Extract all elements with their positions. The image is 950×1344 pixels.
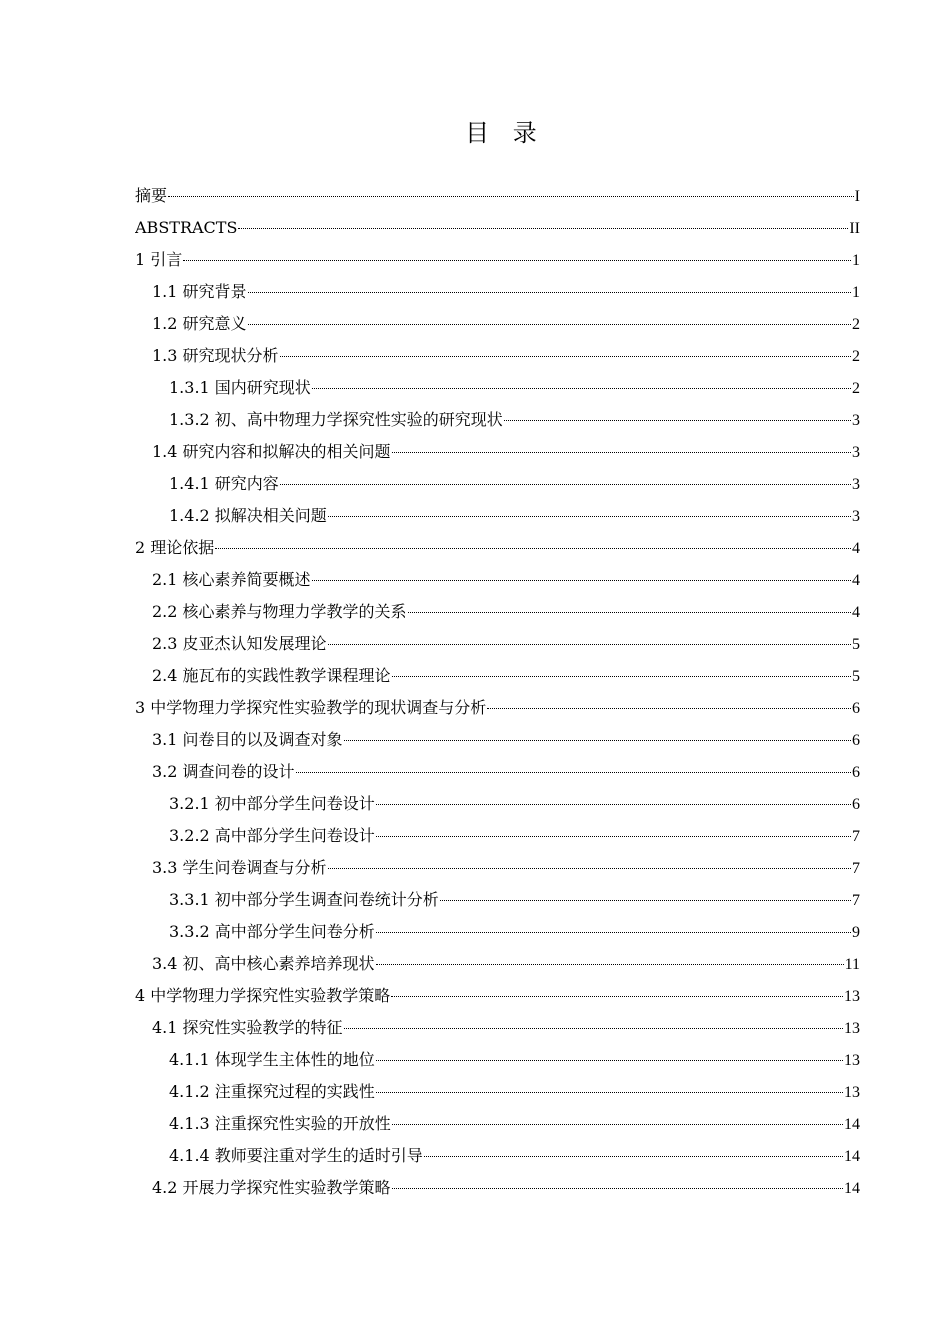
toc-entry[interactable] <box>135 948 860 980</box>
toc-entry-label: 4.1.3 注重探究性实验的开放性 <box>169 1114 391 1133</box>
toc-entry[interactable] <box>135 884 860 916</box>
toc-entry-page-number: II <box>849 220 860 237</box>
dot-leader <box>328 867 851 869</box>
toc-entry-page-number: 2 <box>852 348 860 365</box>
toc-entry-label: 3.4 初、高中核心素养培养现状 <box>152 954 375 973</box>
dot-leader <box>487 707 851 709</box>
dot-leader <box>504 419 851 421</box>
dot-leader <box>392 1123 843 1125</box>
toc-entry[interactable] <box>135 532 860 564</box>
dot-leader <box>248 323 851 325</box>
toc-entry-label: 1.2 研究意义 <box>152 314 247 333</box>
toc-entry-label: 1.3.1 国内研究现状 <box>169 378 311 397</box>
toc-entry-label: 1.4.1 研究内容 <box>169 474 279 493</box>
dot-leader <box>344 739 851 741</box>
toc-entry-page-number: 5 <box>852 668 860 685</box>
dot-leader <box>344 1027 843 1029</box>
toc-entry[interactable] <box>135 308 860 340</box>
toc-entry-page-number: 6 <box>852 764 860 781</box>
toc-entry-page-number: 6 <box>852 700 860 717</box>
toc-entry[interactable] <box>135 916 860 948</box>
toc-entry-label: 1 引言 <box>135 250 183 269</box>
toc-entry[interactable] <box>135 980 860 1012</box>
toc-entry[interactable] <box>135 340 860 372</box>
dot-leader <box>168 195 854 197</box>
toc-entry-page-number: 2 <box>852 380 860 397</box>
toc-entry[interactable] <box>135 180 860 212</box>
toc-entry[interactable] <box>135 1076 860 1108</box>
toc-entry-label: 3.1 问卷目的以及调查对象 <box>152 730 343 749</box>
dot-leader <box>215 547 851 549</box>
dot-leader <box>296 771 851 773</box>
toc-entry[interactable] <box>135 820 860 852</box>
dot-leader <box>391 995 843 997</box>
toc-entry[interactable] <box>135 564 860 596</box>
toc-entry-label: 3.2.1 初中部分学生问卷设计 <box>169 794 375 813</box>
toc-entry-page-number: 7 <box>852 828 860 845</box>
dot-leader <box>376 835 851 837</box>
toc-entry-page-number: 6 <box>852 796 860 813</box>
toc-entry-page-number: 2 <box>852 316 860 333</box>
toc-entry[interactable] <box>135 852 860 884</box>
toc-entry-label: 3.3.2 高中部分学生问卷分析 <box>169 922 375 941</box>
toc-entry-label: 3.2.2 高中部分学生问卷设计 <box>169 826 375 845</box>
toc-entry[interactable] <box>135 436 860 468</box>
toc-entry-label: 4.1 探究性实验教学的特征 <box>152 1018 343 1037</box>
toc-entry[interactable] <box>135 1012 860 1044</box>
toc-entry-page-number: 7 <box>852 892 860 909</box>
toc-entry-label: 3 中学物理力学探究性实验教学的现状调查与分析 <box>135 698 487 717</box>
toc-entry-label: 2 理论依据 <box>135 538 215 557</box>
toc-entry[interactable] <box>135 1108 860 1140</box>
toc-entry[interactable] <box>135 1044 860 1076</box>
toc-entry[interactable] <box>135 756 860 788</box>
dot-leader <box>183 259 851 261</box>
toc-entry-label: 1.3 研究现状分析 <box>152 346 279 365</box>
toc-entry-label: 4 中学物理力学探究性实验教学策略 <box>135 986 391 1005</box>
toc-entry-page-number: 1 <box>852 252 860 269</box>
toc-entry-page-number: 4 <box>852 572 860 589</box>
toc-entry-page-number: 1 <box>852 284 860 301</box>
dot-leader <box>408 611 851 613</box>
toc-entry-label: 1.3.2 初、高中物理力学探究性实验的研究现状 <box>169 410 503 429</box>
dot-leader <box>376 1091 843 1093</box>
toc-entry-label: 3.2 调查问卷的设计 <box>152 762 295 781</box>
toc-entry-label: 4.1.2 注重探究过程的实践性 <box>169 1082 375 1101</box>
dot-leader <box>328 643 851 645</box>
toc-entry[interactable] <box>135 212 860 244</box>
toc-entry-label: 2.4 施瓦布的实践性教学课程理论 <box>152 666 391 685</box>
dot-leader <box>328 515 851 517</box>
toc-entry[interactable] <box>135 500 860 532</box>
toc-entry-label: 2.2 核心素养与物理力学教学的关系 <box>152 602 407 621</box>
toc-entry-label: 1.4 研究内容和拟解决的相关问题 <box>152 442 391 461</box>
toc-entry[interactable] <box>135 276 860 308</box>
toc-entry-page-number: 14 <box>844 1180 860 1197</box>
dot-leader <box>376 1059 843 1061</box>
dot-leader <box>248 291 851 293</box>
dot-leader <box>392 451 851 453</box>
toc-entry-page-number: 9 <box>852 924 860 941</box>
toc-entry[interactable] <box>135 244 860 276</box>
toc-entry-page-number: 7 <box>852 860 860 877</box>
toc-entry[interactable] <box>135 788 860 820</box>
toc-entry-page-number: 4 <box>852 540 860 557</box>
table-of-contents <box>135 180 860 1204</box>
dot-leader <box>280 355 851 357</box>
toc-entry-label: 4.1.4 教师要注重对学生的适时引导 <box>169 1146 423 1165</box>
toc-entry-label: 1.4.2 拟解决相关问题 <box>169 506 327 525</box>
dot-leader <box>280 483 851 485</box>
toc-entry-page-number: 3 <box>852 444 860 461</box>
dot-leader <box>392 1187 843 1189</box>
toc-entry-label: 4.1.1 体现学生主体性的地位 <box>169 1050 375 1069</box>
dot-leader <box>424 1155 843 1157</box>
toc-entry-page-number: 3 <box>852 508 860 525</box>
toc-entry-label: 3.3.1 初中部分学生调查问卷统计分析 <box>169 890 439 909</box>
toc-entry-page-number: 14 <box>844 1148 860 1165</box>
toc-entry[interactable] <box>135 468 860 500</box>
toc-entry-label: 2.3 皮亚杰认知发展理论 <box>152 634 327 653</box>
toc-entry-page-number: 3 <box>852 412 860 429</box>
toc-entry-label: ABSTRACTS <box>135 218 238 237</box>
toc-entry-page-number: 6 <box>852 732 860 749</box>
dot-leader <box>376 931 851 933</box>
toc-entry-label: 摘要 <box>135 186 168 205</box>
dot-leader <box>312 579 851 581</box>
toc-entry-label: 1.1 研究背景 <box>152 282 247 301</box>
toc-entry[interactable] <box>135 596 860 628</box>
toc-entry-page-number: 14 <box>844 1116 860 1133</box>
dot-leader <box>440 899 851 901</box>
toc-entry-page-number: 13 <box>844 1084 860 1101</box>
toc-entry[interactable] <box>135 1172 860 1204</box>
dot-leader <box>392 675 851 677</box>
toc-entry-page-number: 13 <box>844 1020 860 1037</box>
toc-entry[interactable] <box>135 660 860 692</box>
toc-entry-page-number: I <box>854 188 860 205</box>
toc-entry[interactable] <box>135 372 860 404</box>
dot-leader <box>238 227 848 229</box>
toc-entry-page-number: 4 <box>852 604 860 621</box>
toc-entry-page-number: 13 <box>844 988 860 1005</box>
dot-leader <box>312 387 851 389</box>
dot-leader <box>376 963 844 965</box>
toc-entry[interactable] <box>135 404 860 436</box>
toc-entry[interactable] <box>135 692 860 724</box>
toc-entry-label: 2.1 核心素养简要概述 <box>152 570 311 589</box>
toc-entry-page-number: 5 <box>852 636 860 653</box>
toc-entry-page-number: 11 <box>844 956 860 973</box>
toc-entry-label: 3.3 学生问卷调查与分析 <box>152 858 327 877</box>
dot-leader <box>376 803 851 805</box>
toc-entry-page-number: 3 <box>852 476 860 493</box>
toc-entry[interactable] <box>135 724 860 756</box>
toc-title: 目 录 <box>465 119 545 147</box>
toc-entry[interactable] <box>135 628 860 660</box>
toc-entry-label: 4.2 开展力学探究性实验教学策略 <box>152 1178 391 1197</box>
toc-entry-page-number: 13 <box>844 1052 860 1069</box>
toc-entry[interactable] <box>135 1140 860 1172</box>
